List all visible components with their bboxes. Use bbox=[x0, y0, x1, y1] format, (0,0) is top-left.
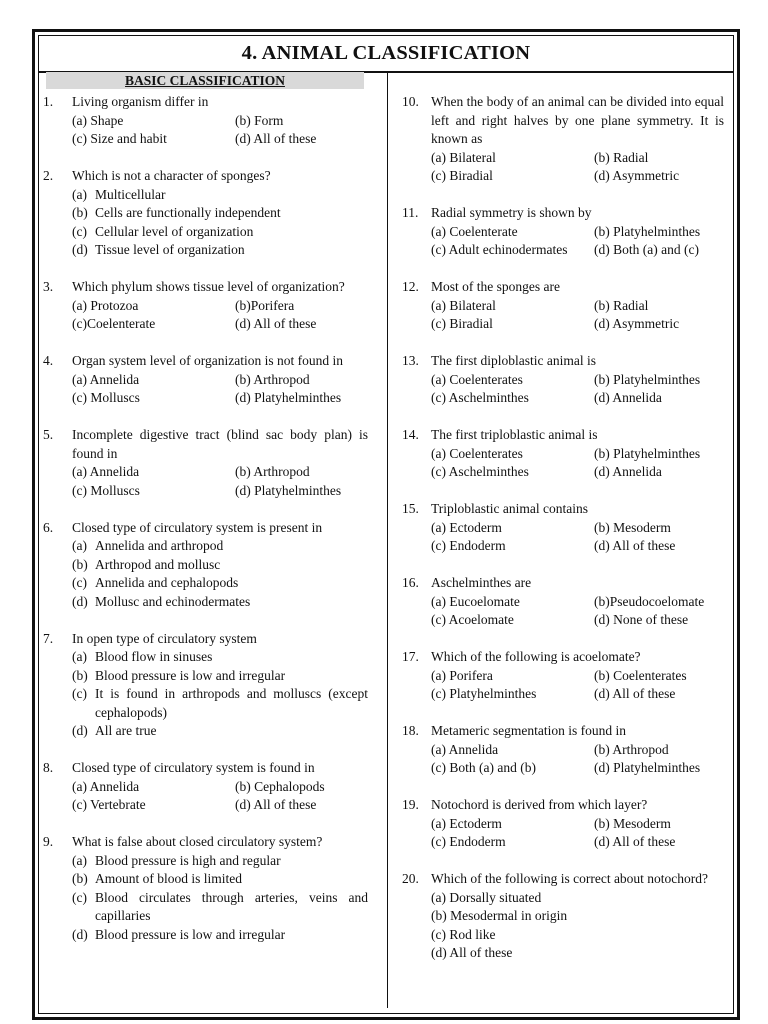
answer-options bbox=[402, 667, 724, 704]
question-gap bbox=[402, 556, 724, 575]
question-item bbox=[402, 722, 724, 778]
question-gap bbox=[402, 408, 724, 427]
answer-option bbox=[72, 889, 368, 926]
answer-option: (a) Annelida bbox=[72, 371, 140, 387]
option-text: Blood pressure is low and irregular bbox=[95, 667, 286, 683]
option-label: (a) bbox=[72, 186, 87, 202]
question-item bbox=[402, 426, 724, 482]
question-number: 2. bbox=[43, 168, 54, 183]
question-text: Which phylum shows tissue level of organization? bbox=[72, 279, 345, 294]
question-stem bbox=[402, 870, 724, 889]
question-number: 4. bbox=[43, 353, 54, 368]
question-item bbox=[43, 519, 368, 612]
question-stem bbox=[43, 630, 368, 649]
question-item bbox=[402, 278, 724, 334]
question-stem bbox=[43, 278, 368, 297]
question-gap bbox=[402, 852, 724, 871]
options-row bbox=[431, 445, 724, 464]
options-row bbox=[431, 241, 724, 260]
option-text: Blood pressure is high and regular bbox=[95, 852, 281, 868]
question-text: Triploblastic animal contains bbox=[431, 501, 588, 516]
option-text: Cells are functionally independent bbox=[95, 205, 281, 220]
option-text: Amount of blood is limited bbox=[95, 871, 242, 886]
answer-option: (b) Platyhelminthes bbox=[594, 371, 701, 387]
option-text: Blood flow in sinuses bbox=[95, 649, 213, 664]
options-row bbox=[431, 593, 724, 612]
answer-option: (b) Arthropod bbox=[235, 371, 310, 387]
option-text: Annelida and arthropod bbox=[95, 538, 224, 553]
question-number: 10. bbox=[402, 94, 419, 109]
question-number: 13. bbox=[402, 353, 419, 368]
question-gap bbox=[43, 500, 368, 519]
answer-option: (a) Porifera bbox=[431, 667, 493, 683]
options-row bbox=[72, 389, 368, 408]
section-heading bbox=[46, 72, 364, 89]
answer-options bbox=[402, 149, 724, 186]
question-number: 6. bbox=[43, 519, 54, 535]
question-item bbox=[43, 833, 368, 944]
option-label: (a) bbox=[72, 852, 87, 868]
option-label: (d) bbox=[72, 242, 88, 257]
answer-option: (c) Biradial bbox=[431, 168, 493, 183]
answer-option: (d) Platyhelminthes bbox=[594, 760, 701, 775]
answer-option: (c) Vertebrate bbox=[72, 797, 146, 812]
answer-option: (a) Eucoelomate bbox=[431, 593, 520, 609]
answer-option: (b) Cephalopods bbox=[235, 778, 325, 794]
answer-option: (d) All of these bbox=[594, 686, 676, 701]
question-gap bbox=[402, 260, 724, 279]
answer-option bbox=[72, 648, 368, 667]
answer-options bbox=[402, 519, 724, 556]
answer-options bbox=[402, 741, 724, 778]
question-text: Closed type of circulatory system is present in bbox=[72, 519, 323, 535]
option-label: (c) bbox=[72, 686, 87, 701]
options-row bbox=[431, 167, 724, 186]
question-item bbox=[43, 278, 368, 334]
options-row bbox=[431, 833, 724, 852]
question-text: Notochord is derived from which layer? bbox=[431, 797, 648, 812]
answer-option: (c)Coelenterate bbox=[72, 316, 156, 331]
section-heading-text: BASIC CLASSIFICATION bbox=[125, 73, 285, 88]
question-stem bbox=[402, 574, 724, 593]
answer-option: (a) Bilateral bbox=[431, 297, 496, 313]
answer-options bbox=[43, 371, 368, 408]
answer-options bbox=[43, 186, 368, 260]
option-label: (b) bbox=[72, 556, 88, 572]
question-text: Incomplete digestive tract (blind sac body plan) is found in bbox=[72, 427, 368, 461]
question-number: 14. bbox=[402, 427, 419, 442]
left-column bbox=[43, 93, 368, 944]
options-row bbox=[72, 130, 368, 149]
question-gap bbox=[43, 149, 368, 168]
answer-option: (c) Biradial bbox=[431, 316, 493, 331]
column-divider bbox=[387, 73, 388, 1008]
question-text: Radial symmetry is shown by bbox=[431, 205, 592, 220]
question-stem bbox=[43, 426, 368, 463]
answer-option bbox=[72, 204, 368, 223]
question-gap bbox=[402, 186, 724, 205]
answer-option: (b) Platyhelminthes bbox=[594, 445, 701, 461]
option-text: Tissue level of organization bbox=[95, 242, 245, 257]
option-label: (d) bbox=[72, 723, 88, 738]
question-number: 3. bbox=[43, 279, 54, 294]
options-row bbox=[431, 815, 724, 834]
option-text: Blood pressure is low and irregular bbox=[95, 926, 286, 942]
options-row bbox=[72, 796, 368, 815]
answer-options bbox=[402, 815, 724, 852]
options-row bbox=[431, 685, 724, 704]
question-item bbox=[43, 93, 368, 149]
option-text: Blood circulates through arteries, veins and capillaries bbox=[95, 889, 368, 923]
options-row bbox=[431, 759, 724, 778]
question-stem bbox=[402, 648, 724, 667]
question-stem bbox=[43, 833, 368, 852]
option-text: All are true bbox=[95, 723, 157, 738]
question-stem bbox=[402, 722, 724, 741]
question-number: 9. bbox=[43, 834, 54, 849]
answer-option: (c) Size and habit bbox=[72, 131, 167, 146]
options-row bbox=[72, 112, 368, 131]
question-stem bbox=[402, 93, 724, 149]
question-item bbox=[43, 630, 368, 741]
options-row bbox=[431, 315, 724, 334]
question-text: What is false about closed circulatory system? bbox=[72, 834, 323, 849]
answer-options bbox=[43, 648, 368, 741]
answer-options bbox=[43, 297, 368, 334]
answer-option: (a) Annelida bbox=[72, 778, 140, 794]
question-text: Which of the following is acoelomate? bbox=[431, 649, 641, 664]
question-gap bbox=[43, 408, 368, 427]
option-label: (c) bbox=[72, 223, 87, 239]
answer-option: (b) Coelenterates bbox=[594, 667, 687, 683]
option-label: (b) bbox=[72, 667, 88, 683]
options-row bbox=[431, 537, 724, 556]
question-text: When the body of an animal can be divided into equal left and right halves by one plane symmetry. It is known as bbox=[431, 94, 724, 146]
question-item bbox=[402, 93, 724, 186]
answer-option: (b) Mesoderm bbox=[594, 519, 671, 535]
option-text: Arthropod and mollusc bbox=[95, 556, 221, 572]
options-row bbox=[431, 667, 724, 686]
answer-option: (d) Annelida bbox=[594, 464, 662, 479]
question-number: 11. bbox=[402, 205, 419, 220]
question-stem bbox=[43, 519, 368, 538]
answer-option: (d) Annelida bbox=[594, 390, 662, 405]
question-text: Most of the sponges are bbox=[431, 279, 560, 294]
option-label: (a) bbox=[72, 538, 87, 553]
question-item bbox=[43, 352, 368, 408]
options-row bbox=[431, 371, 724, 390]
answer-option: (a) Coelenterates bbox=[431, 371, 523, 387]
answer-option: (b)Pseudocoelomate bbox=[594, 593, 705, 609]
answer-option: (b) Radial bbox=[594, 297, 649, 313]
options-row bbox=[72, 371, 368, 390]
answer-option: (d) All of these bbox=[235, 797, 317, 812]
answer-option: (a) Protozoa bbox=[72, 297, 139, 313]
options-row bbox=[72, 482, 368, 501]
answer-option: (a) Coelenterates bbox=[431, 445, 523, 461]
answer-option: (b) Form bbox=[235, 112, 284, 128]
options-row bbox=[431, 741, 724, 760]
answer-option: (b)Porifera bbox=[235, 297, 295, 313]
question-item bbox=[43, 426, 368, 500]
options-row bbox=[431, 389, 724, 408]
answer-option: (c) Both (a) and (b) bbox=[431, 760, 536, 775]
question-gap bbox=[402, 778, 724, 797]
answer-option bbox=[72, 926, 368, 945]
answer-option: (b) Mesoderm bbox=[594, 815, 671, 831]
option-label: (b) bbox=[72, 205, 88, 220]
answer-options bbox=[402, 889, 724, 963]
answer-option: (c) Aschelminthes bbox=[431, 390, 529, 405]
question-number: 16. bbox=[402, 575, 419, 590]
question-gap bbox=[402, 482, 724, 501]
options-row bbox=[72, 463, 368, 482]
answer-option: (a) Coelenterate bbox=[431, 223, 518, 239]
question-text: Closed type of circulatory system is found in bbox=[72, 760, 315, 775]
option-label: (c) bbox=[72, 889, 87, 905]
option-text: Multicellular bbox=[95, 186, 166, 202]
question-number: 12. bbox=[402, 279, 419, 294]
answer-option: (c) Endoderm bbox=[431, 834, 506, 849]
answer-option: (d) Both (a) and (c) bbox=[594, 242, 699, 257]
question-item bbox=[402, 796, 724, 852]
answer-options bbox=[43, 852, 368, 945]
answer-option bbox=[72, 223, 368, 242]
answer-option: (b) Platyhelminthes bbox=[594, 223, 701, 239]
question-gap bbox=[402, 630, 724, 649]
options-row bbox=[431, 611, 724, 630]
answer-option: (d) Platyhelminthes bbox=[235, 482, 342, 498]
answer-options bbox=[43, 537, 368, 611]
question-gap bbox=[43, 260, 368, 279]
answer-option bbox=[72, 556, 368, 575]
option-text: Cellular level of organization bbox=[95, 223, 254, 239]
answer-option: (c) Endoderm bbox=[431, 538, 506, 553]
answer-option: (a) Annelida bbox=[431, 741, 499, 757]
question-number: 1. bbox=[43, 94, 54, 109]
answer-option: (d) All of these bbox=[235, 316, 317, 331]
options-row bbox=[431, 519, 724, 538]
answer-option bbox=[72, 685, 368, 722]
options-row bbox=[72, 778, 368, 797]
answer-option: (b) Arthropod bbox=[235, 464, 310, 479]
question-item bbox=[43, 759, 368, 815]
options-row bbox=[72, 297, 368, 316]
question-gap bbox=[43, 334, 368, 353]
question-stem bbox=[402, 204, 724, 223]
answer-option: (d) Asymmetric bbox=[594, 316, 680, 331]
question-gap bbox=[43, 611, 368, 630]
answer-option: (b) Mesodermal in origin bbox=[431, 908, 568, 923]
answer-options bbox=[402, 297, 724, 334]
answer-option: (c) Rod like bbox=[431, 926, 496, 942]
question-text: Metameric segmentation is found in bbox=[431, 723, 626, 738]
question-stem bbox=[43, 352, 368, 371]
question-text: Organ system level of organization is not found in bbox=[72, 353, 343, 368]
answer-option bbox=[72, 537, 368, 556]
option-text: Mollusc and echinodermates bbox=[95, 593, 251, 609]
question-item bbox=[402, 204, 724, 260]
answer-option: (c) Molluscs bbox=[72, 390, 140, 405]
answer-option: (a) Ectoderm bbox=[431, 815, 502, 831]
answer-option: (a) Bilateral bbox=[431, 149, 496, 165]
answer-option: (c) Molluscs bbox=[72, 482, 140, 498]
option-label: (b) bbox=[72, 871, 88, 886]
answer-option bbox=[72, 852, 368, 871]
question-text: Aschelminthes are bbox=[431, 575, 532, 590]
answer-option: (c) Adult echinodermates bbox=[431, 242, 568, 257]
question-number: 17. bbox=[402, 649, 419, 664]
question-number: 7. bbox=[43, 630, 54, 646]
option-label: (a) bbox=[72, 649, 87, 664]
question-number: 19. bbox=[402, 797, 419, 812]
answer-option: (d) All of these bbox=[235, 131, 317, 146]
answer-options bbox=[43, 112, 368, 149]
options-row bbox=[431, 463, 724, 482]
page-title: 4. ANIMAL CLASSIFICATION bbox=[241, 42, 531, 64]
answer-option: (c) Aschelminthes bbox=[431, 464, 529, 479]
question-gap bbox=[402, 334, 724, 353]
answer-option: (d) All of these bbox=[594, 538, 676, 553]
question-text: Which of the following is correct about notochord? bbox=[431, 871, 709, 886]
question-item bbox=[402, 648, 724, 704]
options-row bbox=[431, 223, 724, 242]
page-frame bbox=[32, 29, 740, 1020]
answer-option: (d) Platyhelminthes bbox=[235, 390, 342, 405]
question-item bbox=[43, 167, 368, 260]
answer-option: (a) Dorsally situated bbox=[431, 889, 542, 905]
question-number: 15. bbox=[402, 501, 419, 516]
right-column bbox=[402, 93, 724, 963]
question-item bbox=[402, 870, 724, 963]
answer-options bbox=[402, 223, 724, 260]
question-number: 5. bbox=[43, 427, 54, 442]
question-text: In open type of circulatory system bbox=[72, 630, 257, 646]
answer-option bbox=[72, 667, 368, 686]
question-stem bbox=[43, 167, 368, 186]
answer-option bbox=[72, 870, 368, 889]
question-number: 20. bbox=[402, 871, 419, 886]
option-label: (d) bbox=[72, 926, 88, 942]
option-text: Annelida and cephalopods bbox=[95, 575, 239, 590]
answer-option: (c) Acoelomate bbox=[431, 612, 514, 627]
option-label: (c) bbox=[72, 575, 87, 590]
option-label: (d) bbox=[72, 593, 88, 609]
question-text: Which is not a character of sponges? bbox=[72, 168, 271, 183]
question-gap bbox=[43, 741, 368, 760]
answer-option: (a) Ectoderm bbox=[431, 519, 502, 535]
answer-options bbox=[402, 371, 724, 408]
options-row bbox=[431, 297, 724, 316]
answer-option bbox=[72, 186, 368, 205]
answer-option: (d) Asymmetric bbox=[594, 168, 680, 183]
question-stem bbox=[43, 93, 368, 112]
options-row bbox=[431, 149, 724, 168]
answer-option: (d) All of these bbox=[431, 945, 513, 960]
question-item bbox=[402, 352, 724, 408]
question-text: The first triploblastic animal is bbox=[431, 427, 598, 442]
answer-option bbox=[72, 722, 368, 741]
question-stem bbox=[402, 500, 724, 519]
question-stem bbox=[43, 759, 368, 778]
question-item bbox=[402, 500, 724, 556]
question-item bbox=[402, 574, 724, 630]
answer-option bbox=[72, 593, 368, 612]
question-text: The first diploblastic animal is bbox=[431, 353, 596, 368]
option-text: It is found in arthropods and molluscs (except cephalopods) bbox=[95, 686, 368, 720]
question-stem bbox=[402, 426, 724, 445]
question-stem bbox=[402, 352, 724, 371]
answer-option: (c) Platyhelminthes bbox=[431, 686, 537, 701]
question-gap bbox=[43, 815, 368, 834]
answer-options bbox=[402, 445, 724, 482]
answer-option: (d) None of these bbox=[594, 612, 689, 627]
answer-options bbox=[402, 593, 724, 630]
answer-option bbox=[72, 574, 368, 593]
question-stem bbox=[402, 278, 724, 297]
question-number: 18. bbox=[402, 723, 419, 738]
answer-option: (d) All of these bbox=[594, 834, 676, 849]
question-number: 8. bbox=[43, 760, 54, 775]
answer-options bbox=[43, 463, 368, 500]
question-text: Living organism differ in bbox=[72, 94, 209, 109]
question-gap bbox=[402, 704, 724, 723]
answer-option: (a) Shape bbox=[72, 112, 124, 128]
answer-option bbox=[72, 241, 368, 260]
question-stem bbox=[402, 796, 724, 815]
options-row bbox=[72, 315, 368, 334]
answer-option: (b) Radial bbox=[594, 149, 649, 165]
answer-option: (b) Arthropod bbox=[594, 741, 669, 757]
answer-options bbox=[43, 778, 368, 815]
answer-option: (a) Annelida bbox=[72, 464, 140, 479]
